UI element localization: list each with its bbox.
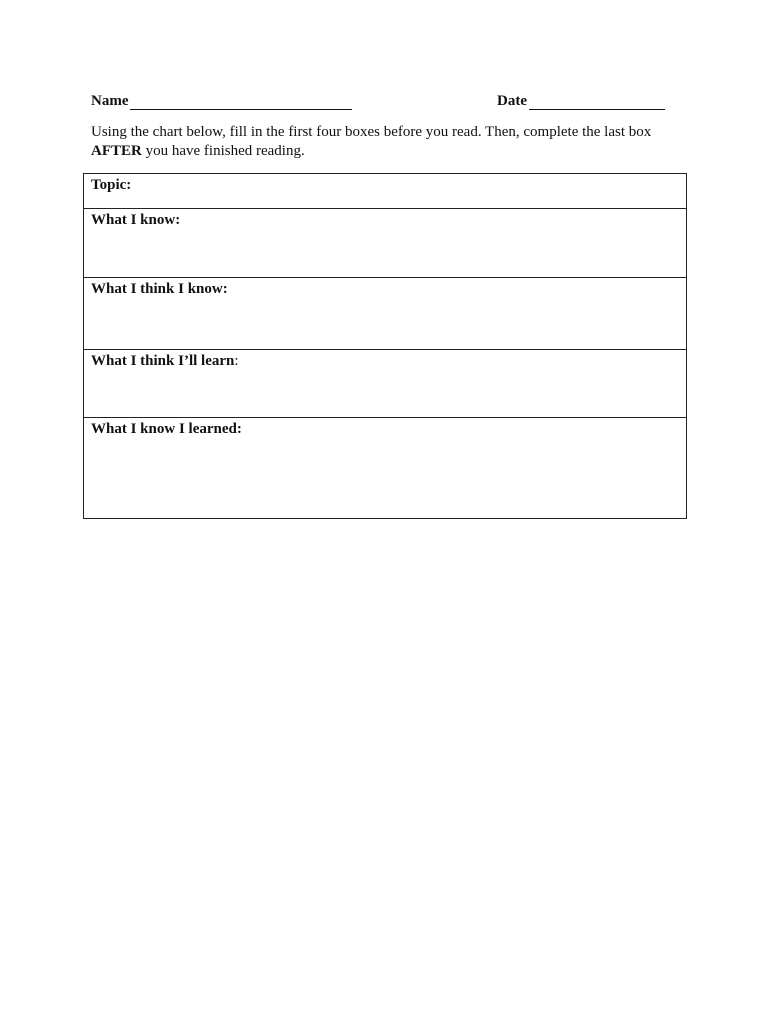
row-label-what-i-know: What I know:: [91, 212, 181, 228]
row-label-what-i-think-ill-learn: What I think I’ll learn: [91, 353, 235, 369]
row-label-what-i-know-i-learned: What I know I learned:: [91, 421, 242, 437]
kwl-chart: [83, 173, 687, 519]
row-label-colon: :: [234, 353, 239, 369]
header-line: [91, 93, 671, 113]
chart-row-what-i-know[interactable]: [84, 209, 686, 278]
chart-row-what-i-think-ill-learn[interactable]: [84, 350, 686, 418]
row-label-topic: Topic:: [91, 177, 132, 193]
instructions-text-1: Using the chart below, fill in the first four boxes before you read. Then, complete the last box: [91, 124, 652, 140]
instructions-text-2: you have finished reading.: [141, 143, 305, 159]
name-label: Name: [91, 93, 129, 109]
date-field: [497, 93, 665, 110]
name-blank-line[interactable]: [130, 95, 352, 110]
chart-row-what-i-know-i-learned[interactable]: [84, 418, 686, 518]
row-label-what-i-think-i-know: What I think I know:: [91, 281, 228, 297]
chart-row-what-i-think-i-know[interactable]: [84, 278, 686, 350]
instructions: [91, 123, 691, 161]
name-field: [91, 93, 352, 110]
date-label: Date: [497, 93, 527, 109]
chart-row-topic[interactable]: [84, 174, 686, 209]
instructions-bold-word: AFTER: [91, 143, 142, 159]
date-blank-line[interactable]: [529, 95, 665, 110]
